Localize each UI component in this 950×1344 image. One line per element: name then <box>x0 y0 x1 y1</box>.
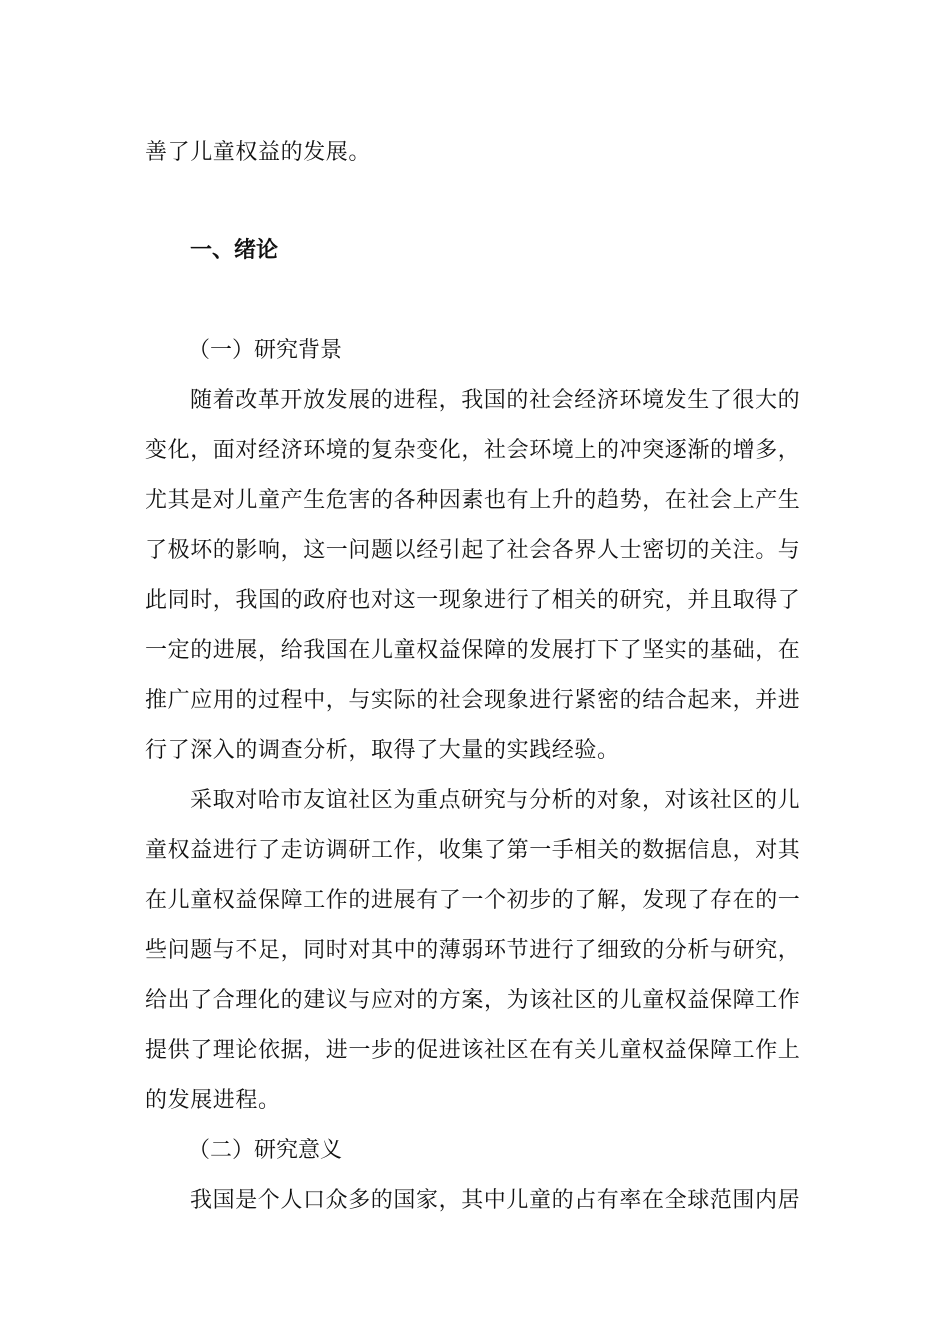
paragraph-line: 在儿童权益保障工作的进展有了一个初步的了解，发现了存在的一 <box>145 888 801 913</box>
paragraph-line: 童权益进行了走访调研工作，收集了第一手相关的数据信息，对其 <box>145 838 801 863</box>
paragraph-line: 提供了理论依据，进一步的促进该社区在有关儿童权益保障工作上 <box>145 1038 801 1063</box>
paragraph-line: 给出了合理化的建议与应对的方案，为该社区的儿童权益保障工作 <box>145 988 801 1013</box>
paragraph-line: 此同时，我国的政府也对这一现象进行了相关的研究，并且取得了 <box>145 588 801 613</box>
paragraph-line: 行了深入的调查分析，取得了大量的实践经验。 <box>145 738 620 763</box>
paragraph-line: 推广应用的过程中，与实际的社会现象进行紧密的结合起来，并进 <box>145 688 801 713</box>
paragraph-line: 的发展进程。 <box>145 1088 281 1113</box>
paragraph-line: 尤其是对儿童产生危害的各种因素也有上升的趋势，在社会上产生 <box>145 488 801 513</box>
section-title-background: （一）研究背景 <box>188 338 343 363</box>
paragraph-line: 我国是个人口众多的国家，其中儿童的占有率在全球范围内居 <box>190 1188 801 1213</box>
paragraph-line: 随着改革开放发展的进程，我国的社会经济环境发生了很大的 <box>190 388 801 413</box>
paragraph-line: 变化，面对经济环境的复杂变化，社会环境上的冲突逐渐的增多， <box>145 438 801 463</box>
chapter-heading: 一、绪论 <box>190 238 279 263</box>
paragraph-line: 一定的进展，给我国在儿童权益保障的发展打下了坚实的基础，在 <box>145 638 801 663</box>
section-title-significance: （二）研究意义 <box>188 1138 343 1163</box>
paragraph-line: 了极坏的影响，这一问题以经引起了社会各界人士密切的关注。与 <box>145 538 801 563</box>
paragraph-line: 采取对哈市友谊社区为重点研究与分析的对象，对该社区的儿 <box>190 788 801 813</box>
paragraph-line: 些问题与不足，同时对其中的薄弱环节进行了细致的分析与研究， <box>145 938 801 963</box>
paragraph-line: 善了儿童权益的发展。 <box>145 140 372 165</box>
